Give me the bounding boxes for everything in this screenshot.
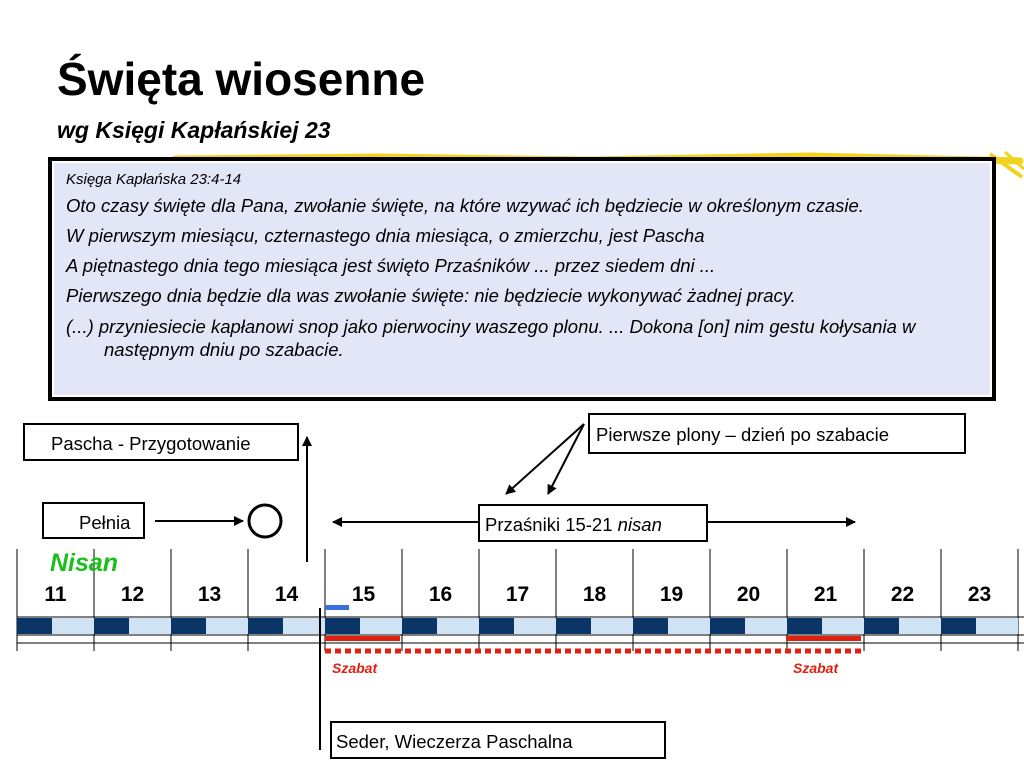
day-segment bbox=[745, 618, 787, 634]
szabat-label-15: Szabat bbox=[332, 660, 378, 676]
quote-reference: Księga Kapłańska 23:4-14 bbox=[66, 171, 242, 188]
day-segment bbox=[206, 618, 248, 634]
full-moon-icon bbox=[249, 505, 281, 537]
first-fruits-arrow-2 bbox=[548, 424, 584, 494]
night-segment bbox=[941, 618, 976, 634]
pascha-label: Pascha - Przygotowanie bbox=[51, 433, 251, 454]
night-segment bbox=[864, 618, 899, 634]
night-segment bbox=[710, 618, 745, 634]
day-segment bbox=[283, 618, 325, 634]
quote-line: A piętnastego dnia tego miesiąca jest święto Przaśników ... przez siedem dni ... bbox=[66, 255, 716, 277]
day-number: 13 bbox=[197, 583, 222, 606]
night-segment bbox=[325, 618, 360, 634]
page-title: Święta wiosenne bbox=[57, 53, 426, 105]
day-segment bbox=[822, 618, 864, 634]
day-night-strip bbox=[17, 618, 1018, 634]
page-subtitle: wg Księgi Kapłańskiej 23 bbox=[57, 117, 331, 143]
pelnia-label: Pełnia bbox=[79, 512, 131, 533]
night-segment bbox=[556, 618, 591, 634]
quote-line: (...) przyniesiecie kapłanowi snop jako pierwociny waszego plonu. ... Dokona [on] nim gestu kołysania w następnym dniu po szabacie. bbox=[66, 315, 916, 360]
night-segment bbox=[248, 618, 283, 634]
day-segment bbox=[668, 618, 710, 634]
quote-line: W pierwszym miesiącu, czternastego dnia miesiąca, o zmierzchu, jest Pascha bbox=[66, 225, 705, 247]
pelnia-label-box bbox=[42, 502, 145, 539]
night-segment bbox=[402, 618, 437, 634]
day-number: 16 bbox=[428, 583, 453, 606]
feast-bar-15 bbox=[325, 636, 400, 641]
day-segment bbox=[129, 618, 171, 634]
day-number: 12 bbox=[120, 583, 145, 606]
day-segment bbox=[52, 618, 94, 634]
first-fruits-label: Pierwsze plony – dzień po szabacie bbox=[596, 424, 890, 445]
przasniki-label-box bbox=[478, 504, 708, 542]
przasniki-label: Przaśniki 15-21 bbox=[485, 514, 613, 535]
przasniki-month: nisan bbox=[617, 514, 662, 535]
day-number: 15 bbox=[351, 583, 376, 606]
day-number: 11 bbox=[44, 583, 67, 606]
feast-bar-21 bbox=[786, 636, 861, 641]
day-number: 20 bbox=[736, 583, 761, 606]
night-segment bbox=[171, 618, 206, 634]
day-segment bbox=[437, 618, 479, 634]
night-segment bbox=[787, 618, 822, 634]
day-segment bbox=[360, 618, 402, 634]
day-number: 17 bbox=[505, 583, 530, 606]
day-number: 19 bbox=[659, 583, 684, 606]
day-number: 22 bbox=[890, 583, 915, 606]
first-fruits-label-box bbox=[588, 413, 966, 454]
night-segment bbox=[633, 618, 668, 634]
first-fruits-arrow-1 bbox=[506, 424, 584, 494]
night-segment bbox=[17, 618, 52, 634]
day-segment bbox=[591, 618, 633, 634]
day-number: 23 bbox=[967, 583, 992, 606]
day-segment bbox=[976, 618, 1018, 634]
pascha-label-box bbox=[23, 423, 299, 461]
day-number: 18 bbox=[582, 583, 607, 606]
day-segment bbox=[899, 618, 941, 634]
quote-line: Oto czasy święte dla Pana, zwołanie święte, na które wzywać ich będziecie w określonym czasie. bbox=[66, 195, 864, 216]
day-segment bbox=[514, 618, 556, 634]
day-number: 21 bbox=[813, 583, 838, 606]
month-label: Nisan bbox=[50, 549, 119, 577]
day-number: 14 bbox=[274, 583, 299, 606]
night-segment bbox=[479, 618, 514, 634]
quote-line: Pierwszego dnia będzie dla was zwołanie święte: nie będziecie wykonywać żadnej pracy. bbox=[66, 285, 796, 307]
night-segment bbox=[94, 618, 129, 634]
seder-label-box bbox=[330, 721, 666, 759]
seder-label: Seder, Wieczerza Paschalna bbox=[336, 731, 573, 752]
szabat-label-21: Szabat bbox=[793, 660, 839, 676]
